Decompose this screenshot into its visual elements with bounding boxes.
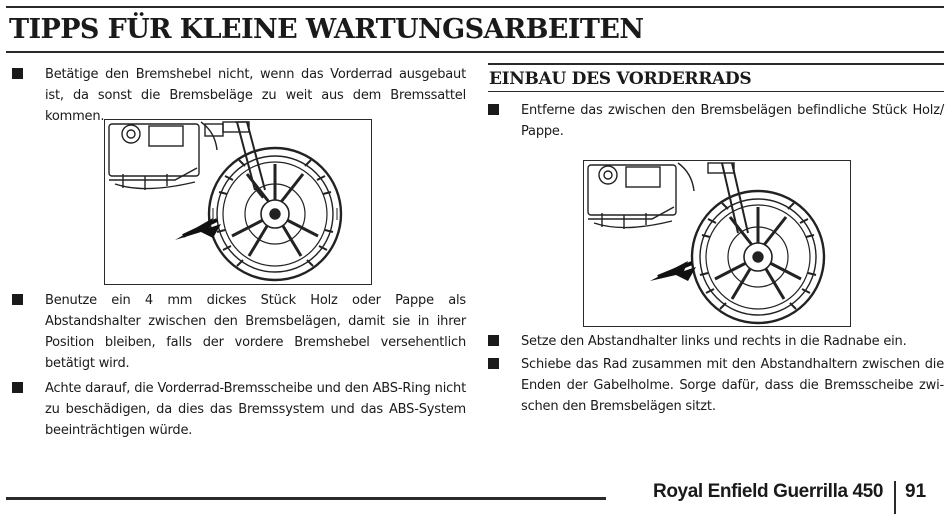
bullet-text: Setze den Abstandhalter links und rechts in die Radnabe ein. — [521, 334, 907, 349]
list-item — [488, 331, 944, 352]
right-column — [488, 63, 944, 142]
footer-separator — [894, 481, 896, 514]
bullet-text: Entferne das zwischen den Bremsbelägen befindliche Stück Holz/ Pappe. — [521, 103, 944, 139]
bullet-square-icon — [12, 294, 23, 305]
bullet-text: Betätige den Bremshebel nicht, wenn das Vorderrad ausgebaut ist, da sonst die Bremsbeläge zu weit aus dem Bremssattel kommen. — [45, 67, 466, 124]
wheel-drawing — [105, 120, 371, 284]
left-column — [12, 64, 466, 127]
top-rule — [6, 6, 944, 8]
section-rule-bottom — [488, 91, 944, 92]
left-column-lower — [12, 290, 466, 441]
bullet-square-icon — [12, 382, 23, 393]
page-number: 91 — [905, 481, 927, 502]
list-item — [12, 378, 466, 441]
list-item — [12, 64, 466, 127]
title-rule — [6, 51, 944, 53]
footer-rule — [6, 497, 606, 500]
bullet-square-icon — [488, 335, 499, 346]
bullet-square-icon — [12, 68, 23, 79]
page-title: TIPPS FÜR KLEINE WARTUNGSARBEITEN — [9, 14, 644, 45]
wheel-install-illustration — [583, 160, 851, 327]
right-column-lower — [488, 331, 944, 417]
bullet-square-icon — [488, 358, 499, 369]
section-title: EINBAU DES VORDERRADS — [489, 69, 752, 89]
bullet-text: Schiebe das Rad zusammen mit den Abstandhaltern zwischen die Enden der Gabelholme. Sorge dafür, dass die Bremsscheibe zwi- schen den Bremsbelägen sitzt. — [521, 357, 944, 414]
bullet-square-icon — [488, 104, 499, 115]
bullet-text: Achte darauf, die Vorderrad-Bremsscheibe und den ABS-Ring nicht zu beschädigen, da dies das Bremssystem und das ABS-System beeinträchtigen würde. — [45, 381, 466, 438]
wheel-drawing — [584, 161, 850, 326]
bullet-text: Benutze ein 4 mm dickes Stück Holz oder Pappe als Abstandshalter zwischen den Bremsbelägen, damit sie in ihrer Position bleiben, falls der vordere Bremshebel versehentlich betätigt wird. — [45, 293, 466, 371]
list-item — [488, 354, 944, 417]
list-item — [488, 100, 944, 142]
front-wheel-illustration — [104, 119, 372, 285]
list-item — [12, 290, 466, 374]
footer-brand: Royal Enfield Guerrilla 450 — [653, 481, 883, 502]
